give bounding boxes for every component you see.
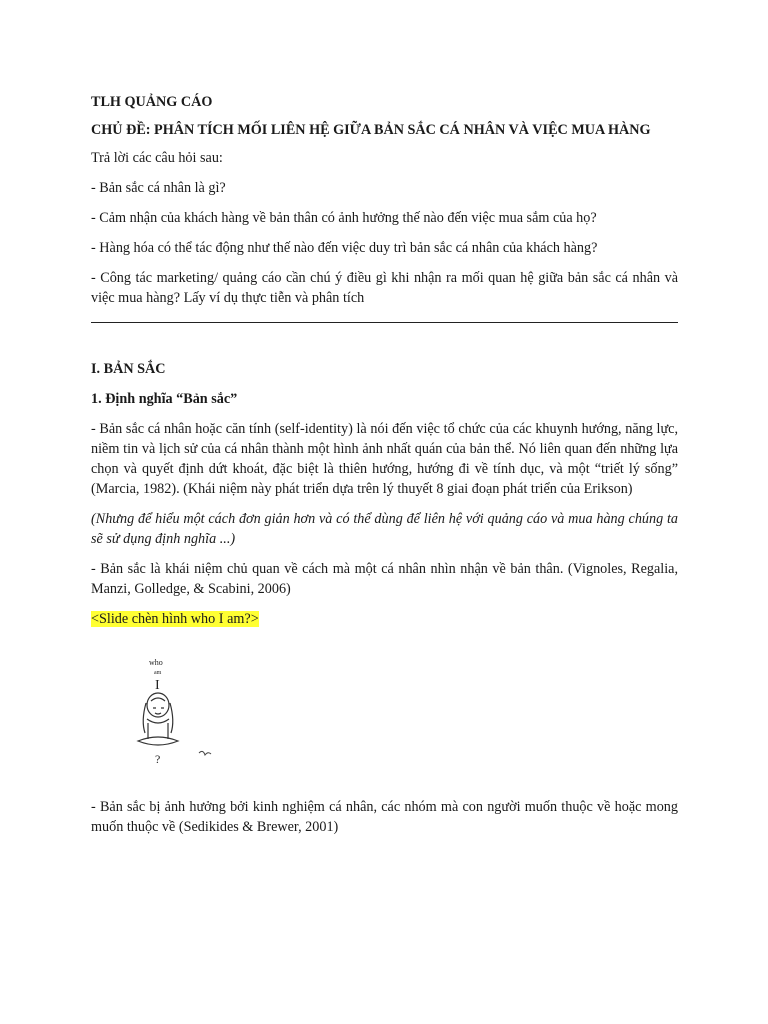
figure-person bbox=[138, 693, 178, 745]
doc-topic: CHỦ ĐỀ: PHÂN TÍCH MỐI LIÊN HỆ GIỮA BẢN SẮC CÁ NHÂN VÀ VIỆC MUA HÀNG bbox=[91, 122, 651, 138]
figure-am-text: am bbox=[154, 670, 162, 676]
question-1: - Bản sắc cá nhân là gì? bbox=[91, 180, 226, 196]
document-body bbox=[91, 92, 678, 837]
question-4: - Công tác marketing/ quảng cáo cần chú ý điều gì khi nhận ra mối quan hệ giữa bản sắc cá nhân và việc mua hàng? Lấy ví dụ thực tiễn và phân tích bbox=[91, 270, 678, 306]
who-am-i-illustration bbox=[91, 641, 241, 781]
doc-title: TLH QUẢNG CÁO bbox=[91, 94, 213, 110]
subheading: 1. Định nghĩa “Bản sắc” bbox=[91, 391, 238, 407]
section-heading: I. BẢN SẮC bbox=[91, 361, 166, 377]
figure-who-text: who bbox=[149, 658, 163, 667]
question-3: - Hàng hóa có thể tác động như thế nào đến việc duy trì bản sắc cá nhân của khách hàng? bbox=[91, 240, 598, 256]
paragraph-definition: - Bản sắc cá nhân hoặc căn tính (self-identity) là nói đến việc tổ chức của các khuynh hướng, năng lực, niềm tin và lịch sử của cá nhân thành một hình ảnh nhất quán của bản thể. Nó liên quan đến những lựa chọn và quyết định dứt khoát, đặc biệt là thiên hướng, hướng đi về tính dục, và một “triết lý sống” (Marcia, 1982). (Khái niệm này phát triển dựa trên lý thuyết 8 giai đoạn phát triển của Erikson) bbox=[91, 421, 678, 497]
question-2: - Cảm nhận của khách hàng về bản thân có ảnh hưởng thế nào đến việc mua sắm của họ? bbox=[91, 210, 597, 226]
highlight-line bbox=[91, 609, 678, 629]
signature-mark bbox=[199, 751, 211, 755]
paragraph-subjective: - Bản sắc là khái niệm chủ quan về cách mà một cá nhân nhìn nhận về bản thân. (Vignoles, Regalia, Manzi, Golledge, & Scabini, 2006) bbox=[91, 561, 678, 597]
intro-text: Trả lời các câu hỏi sau: bbox=[91, 150, 223, 166]
figure-i-text: I bbox=[155, 678, 160, 693]
italic-note: (Nhưng để hiểu một cách đơn giản hơn và có thể dùng để liên hệ với quảng cáo và mua hàng chúng ta sẽ sử dụng định nghĩa ...) bbox=[91, 511, 678, 547]
paragraph-influence: - Bản sắc bị ảnh hưởng bởi kinh nghiệm cá nhân, các nhóm mà con người muốn thuộc về hoặc mong muốn thuộc về (Sedikides & Brewer, 2001) bbox=[91, 799, 678, 835]
horizontal-rule bbox=[91, 322, 678, 323]
highlight-note: <Slide chèn hình who I am?> bbox=[91, 611, 259, 627]
figure-question-mark: ? bbox=[155, 752, 161, 766]
